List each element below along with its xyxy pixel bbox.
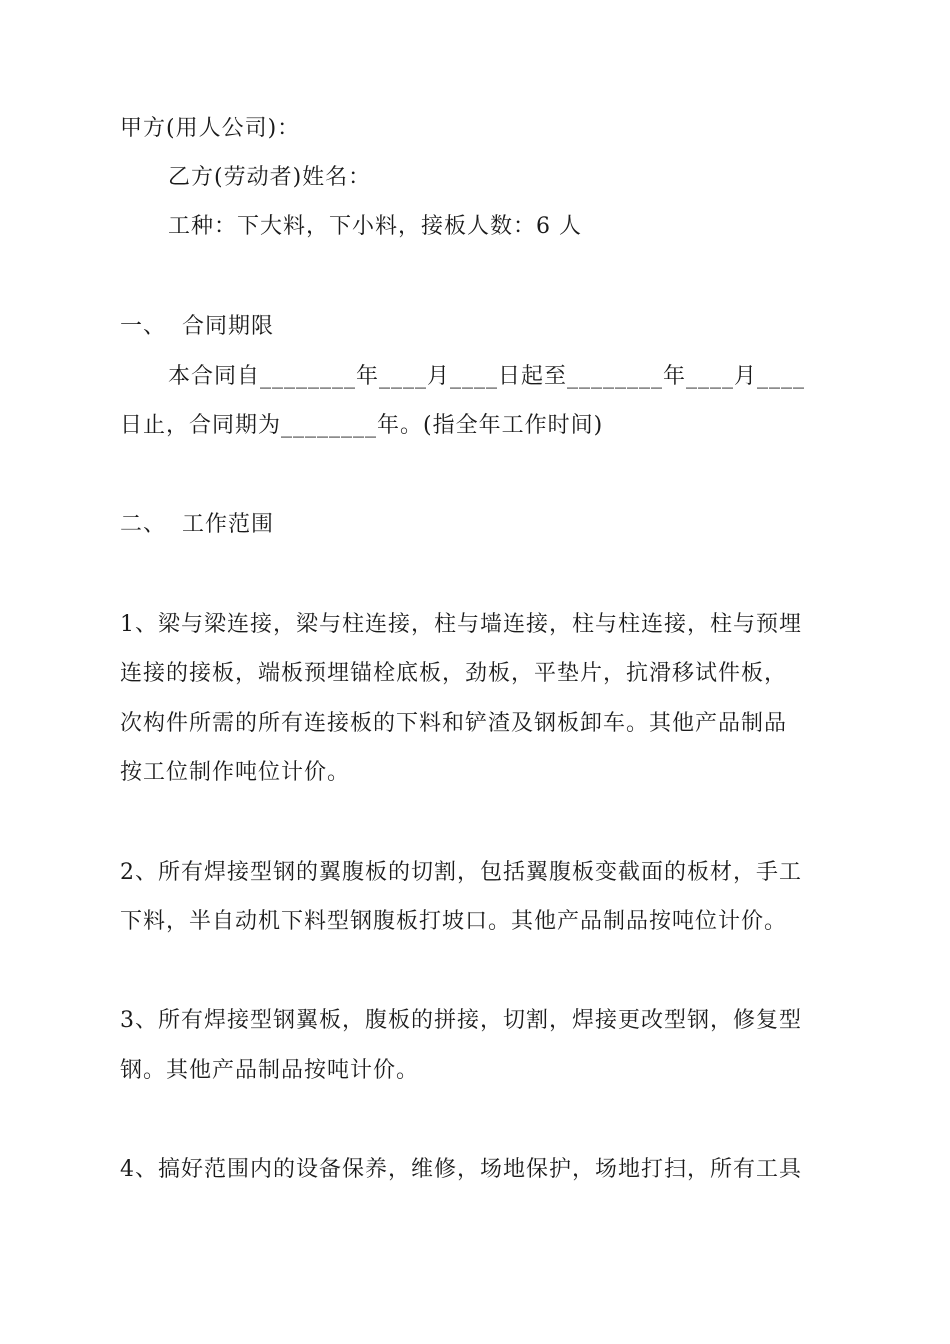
item-3-line-2: 钢。其他产品制品按吨计价。: [120, 1058, 420, 1083]
item-1-line-3: 次构件所需的所有连接板的下料和铲渣及钢板卸车。其他产品制品: [120, 711, 788, 736]
work-type-line: 工种：下大料，下小料，接板人数：6 人: [168, 214, 582, 239]
section-2-heading: [120, 510, 274, 540]
section-1-number: 一、: [120, 314, 167, 339]
item-2-line-2: 下料，半自动机下料型钢腹板打坡口。其他产品制品按吨位计价。: [120, 909, 788, 934]
section-1-title: 合同期限: [182, 314, 275, 339]
item-2-line-1: 2、所有焊接型钢的翼腹板的切割，包括翼腹板变截面的板材，手工: [120, 860, 802, 885]
contract-term-line-2: 日止，合同期为________年。(指全年工作时间): [120, 413, 604, 438]
party-b-label: 乙方(劳动者)姓名：: [168, 165, 372, 190]
item-1-line-2: 连接的接板，端板预埋锚栓底板，劲板，平垫片，抗滑移试件板，: [120, 661, 788, 686]
section-2-title: 工作范围: [182, 512, 275, 537]
contract-term-line-1: 本合同自________年____月____日起至________年____月____: [168, 364, 806, 389]
item-4-line-1: 4、搞好范围内的设备保养，维修，场地保护，场地打扫，所有工具: [120, 1157, 802, 1182]
item-1-line-1: 1、梁与梁连接，梁与柱连接，柱与墙连接，柱与柱连接，柱与预埋: [120, 612, 802, 637]
section-2-number: 二、: [120, 512, 167, 537]
section-1-heading: [120, 312, 274, 342]
party-a-label: 甲方(用人公司)：: [120, 116, 301, 141]
item-1-line-4: 按工位制作吨位计价。: [120, 760, 351, 785]
item-3-line-1: 3、所有焊接型钢翼板，腹板的拼接，切割，焊接更改型钢，修复型: [120, 1008, 802, 1033]
